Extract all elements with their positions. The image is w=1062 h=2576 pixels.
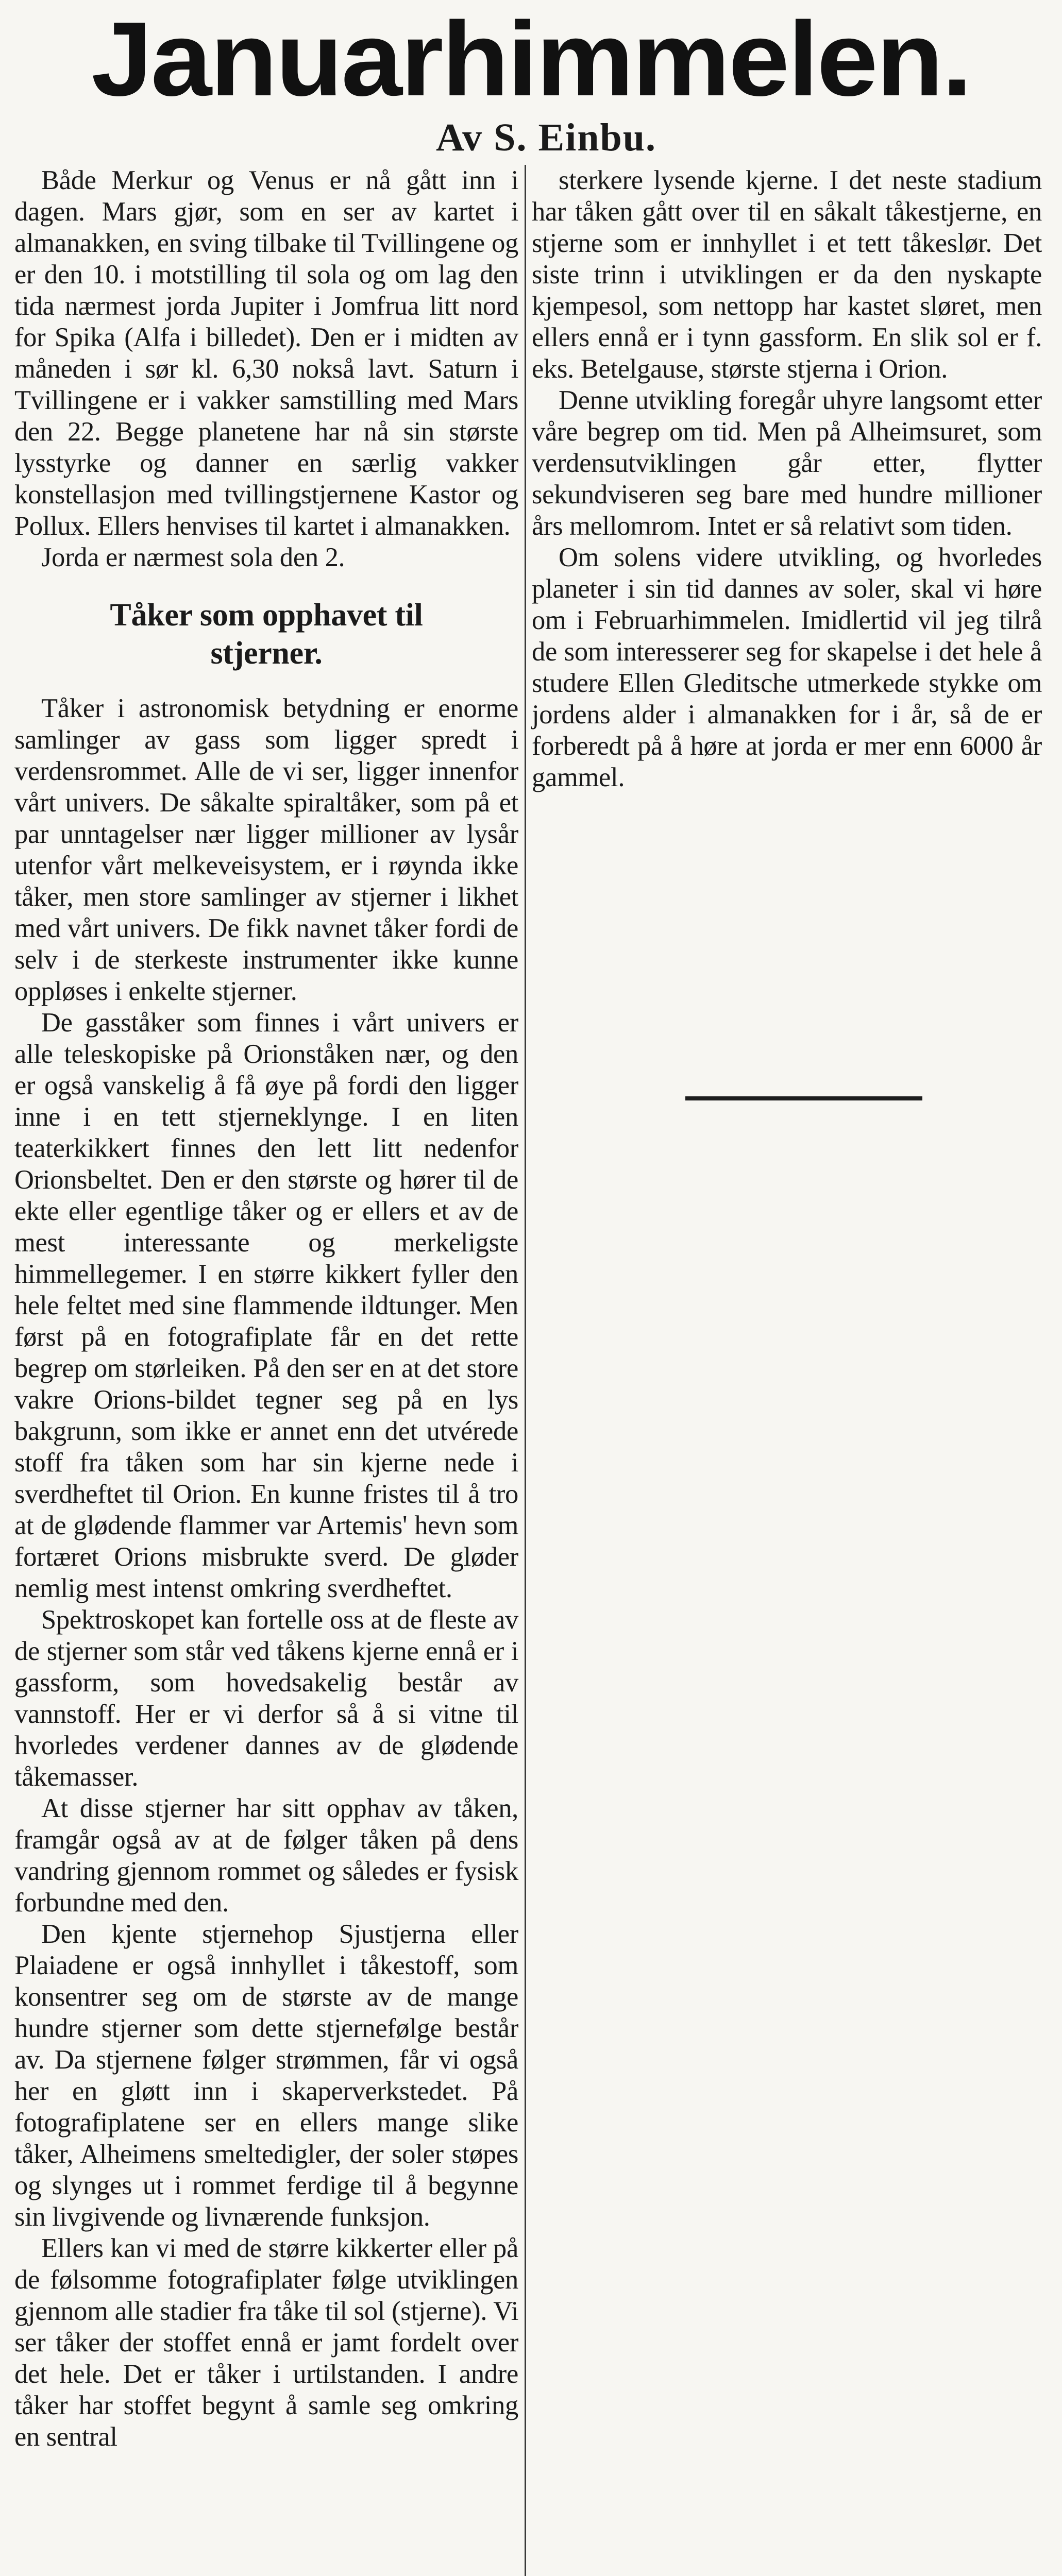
paragraph: Denne utvikling foregår uhyre langsomt etter våre begrep om tid. Men på Alheimsuret, som verdensutviklingen går etter, flytter sekundviseren seg bare med hundre millioner års mellomrom. Intet er så relativt som tiden.	[532, 385, 1042, 541]
paragraph: At disse stjerner har sitt opphav av tåken, framgår også av at de følger tåken på dens vandring gjennom rommet og således er fysisk forbundne med den.	[14, 1793, 518, 1918]
article-title: Januarhimmelen.	[91, 0, 971, 118]
paragraph: Både Merkur og Venus er nå gått inn i dagen. Mars gjør, som en ser av kartet i almanakken, en sving tilbake til Tvillingene og er den 10. i motstilling til sola og om lag den tida nærmest jorda Jupiter i Jomfrua litt nord for Spika (Alfa i billedet). Den er i midten av måneden i sør kl. 6,30 nokså lavt. Saturn i Tvillingene er i vakker samstilling med Mars den 22. Begge planetene har nå sin største lysstyrke og danner en særlig vakker konstellasjon med tvillingstjernene Kastor og Pollux. Ellers henvises til kartet i almanakken.	[14, 165, 518, 541]
paragraph: Den kjente stjernehop Sjustjerna eller Plaiadene er også innhyllet i tåkestoff, som konsentrer seg om de største av de mange hundre stjerner som dette stjernefølge består av. Da stjernene følger strømmen, får vi også her en gløtt inn i skaperverkstedet. På fotografiplatene ser en ellers mange slike tåker, Alheimens smeltedigler, der soler støpes og slynges ut i rommet ferdige til å begynne sin livgivende og livnærende funksjon.	[14, 1919, 518, 2232]
article-byline: Av S. Einbu.	[435, 116, 657, 159]
paragraph: De gasståker som finnes i vårt univers er alle teleskopiske på Orionståken nær, og den er også vanskelig å få øye på fordi den ligger inne i en tett stjerneklynge. I en liten teaterkikkert finnes den lett litt nedenfor Orionsbeltet. Den er den største og hører til de ekte eller egentlige tåker og er ellers et av de mest interessante og merkeligste himmellegemer. I en større kikkert fyller den hele feltet med sine flammende ildtunger. Men først på en fotografiplate får en det rette begrep om størleiken. På den ser en at det store vakre Orions-bildet tegner seg på en lys bakgrunn, som ikke er annet enn det utvérede stoff fra tåken som har sin kjerne nede i sverdheftet til Orion. En kunne fristes til å tro at de glødende flammer var Artemis' hevn som fortæret Orions misbrukte sverd. De gløder nemlig mest intenst omkring sverdheftet.	[14, 1008, 518, 1603]
left-column	[14, 165, 518, 2453]
paragraph: sterkere lysende kjerne. I det neste stadium har tåken gått over til en såkalt tåkestjerne, en stjerne som er innhyllet i et tett tåkeslør. Det siste trinn i utviklingen er da den nyskapte kjempesol, som nettopp har kastet sløret, men ellers ennå er i tynn gassform. En slik sol er f. eks. Betelgause, største stjerna i Orion.	[532, 165, 1042, 384]
paragraph: Spektroskopet kan fortelle oss at de fleste av de stjerner som står ved tåkens kjerne ennå er i gassform, som hovedsakelig består av vannstoff. Her er vi derfor så å si vitne til hvorledes verdener dannes av de glødende tåkemasser.	[14, 1605, 518, 1792]
section-heading	[14, 596, 518, 672]
paragraph: Jorda er nærmest sola den 2.	[41, 543, 345, 572]
paragraph: Om solens videre utvikling, og hvorledes planeter i sin tid dannes av soler, skal vi høre om i Februarhimmelen. Imidlertid vil jeg tilrå de som interesserer seg for skapelse i det hele å studere Ellen Gleditsche utmerkede stykke om jordens alder i almanakken for i år, så de er forberedt på å høre at jorda er mer enn 6000 år gammel.	[532, 543, 1042, 792]
section-heading-line: Tåker som opphavet til	[110, 598, 423, 633]
right-column	[532, 165, 1042, 793]
paragraph: Ellers kan vi med de større kikkerter eller på de følsomme fotografiplater følge utviklingen gjennom alle stadier fra tåke til sol (stjerne). Vi ser tåker der stoffet ennå er jamt fordelt over det hele. Det er tåker i urtilstanden. I andre tåker har stoffet begynt å samle seg omkring en sentral	[14, 2233, 518, 2452]
article-end-rule	[685, 1096, 922, 1100]
section-heading-line: stjerner.	[210, 636, 323, 671]
column-divider	[525, 165, 526, 2576]
paragraph: Tåker i astronomisk betydning er enorme samlinger av gass som ligger spredt i verdensrommet. Alle de vi ser, ligger innenfor vårt univers. De såkalte spiraltåker, som på et par unntagelser nær ligger millioner av lysår utenfor vårt melkeveisystem, er i røynda ikke tåker, men store samlinger av stjerner i likhet med vårt univers. De fikk navnet tåker fordi de selv i de sterkeste instrumenter ikke kunne oppløses i enkelte stjerner.	[14, 693, 518, 1006]
